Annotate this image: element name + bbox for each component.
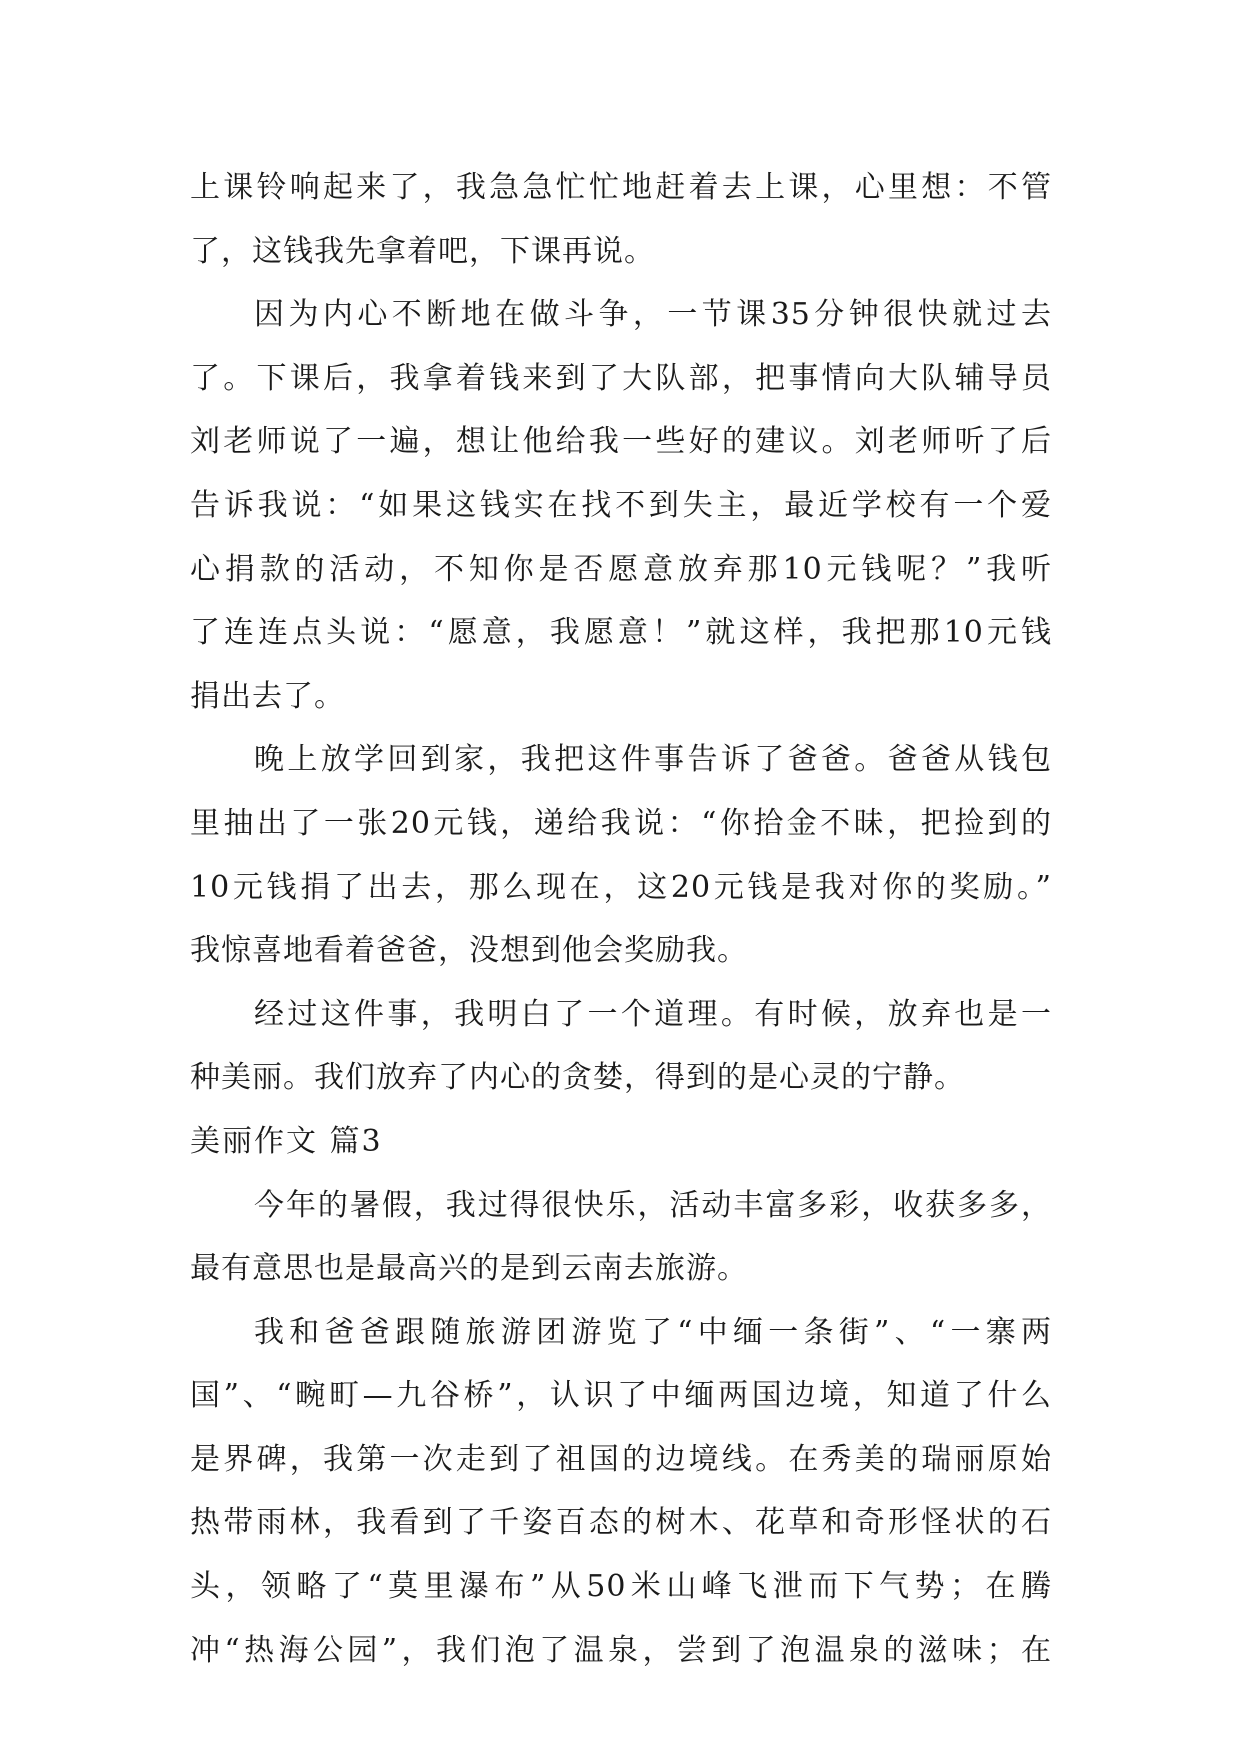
document-page [190, 156, 1052, 1682]
text-line: 里抽出了一张20元钱，递给我说：“你拾金不昧，把捡到的 [190, 805, 1052, 841]
text-line: 头，领略了“莫里瀑布”从50米山峰飞泄而下气势；在腾 [190, 1569, 1052, 1605]
text-line: 刘老师说了一遍，想让他给我一些好的建议。刘老师听了后 [190, 424, 1052, 460]
text-line: 了连连点头说：“愿意，我愿意！”就这样，我把那10元钱 [190, 615, 1052, 651]
text-line: 冲“热海公园”，我们泡了温泉，尝到了泡温泉的滋味；在 [190, 1632, 1052, 1668]
text-line: 心捐款的活动，不知你是否愿意放弃那10元钱呢？”我听 [190, 551, 1052, 587]
text-line: 了，这钱我先拿着吧，下课再说。 [190, 233, 655, 269]
text-line: 我惊喜地看着爸爸，没想到他会奖励我。 [190, 933, 748, 969]
paragraph-first-line: 我和爸爸跟随旅游团游览了“中缅一条街”、“一寨两 [254, 1314, 1052, 1350]
text-line: 了。下课后，我拿着钱来到了大队部，把事情向大队辅导员 [190, 360, 1052, 396]
text-line: 国”、“畹町—九谷桥”，认识了中缅两国边境，知道了什么 [190, 1378, 1052, 1414]
paragraph-first-line: 因为内心不断地在做斗争，一节课35分钟很快就过去 [254, 297, 1052, 333]
paragraph-first-line: 今年的暑假，我过得很快乐，活动丰富多彩，收获多多， [254, 1187, 1052, 1223]
text-line: 上课铃响起来了，我急急忙忙地赶着去上课，心里想：不管 [190, 170, 1052, 205]
text-line: 种美丽。我们放弃了内心的贪婪，得到的是心灵的宁静。 [190, 1060, 965, 1096]
text-line: 是界碑，我第一次走到了祖国的边境线。在秀美的瑞丽原始 [190, 1441, 1052, 1477]
text-line: 热带雨林，我看到了千姿百态的树木、花草和奇形怪状的石 [190, 1505, 1052, 1541]
text-line: 捐出去了。 [190, 678, 345, 714]
paragraph-first-line: 经过这件事，我明白了一个道理。有时候，放弃也是一 [254, 996, 1052, 1032]
text-line: 最有意思也是最高兴的是到云南去旅游。 [190, 1251, 748, 1287]
paragraph-first-line: 晚上放学回到家，我把这件事告诉了爸爸。爸爸从钱包 [254, 742, 1052, 778]
text-line: 告诉我说：“如果这钱实在找不到失主，最近学校有一个爱 [190, 487, 1052, 523]
text-line: 10元钱捐了出去，那么现在，这20元钱是我对你的奖励。” [190, 869, 1052, 905]
section-heading: 美丽作文 篇3 [190, 1123, 383, 1159]
